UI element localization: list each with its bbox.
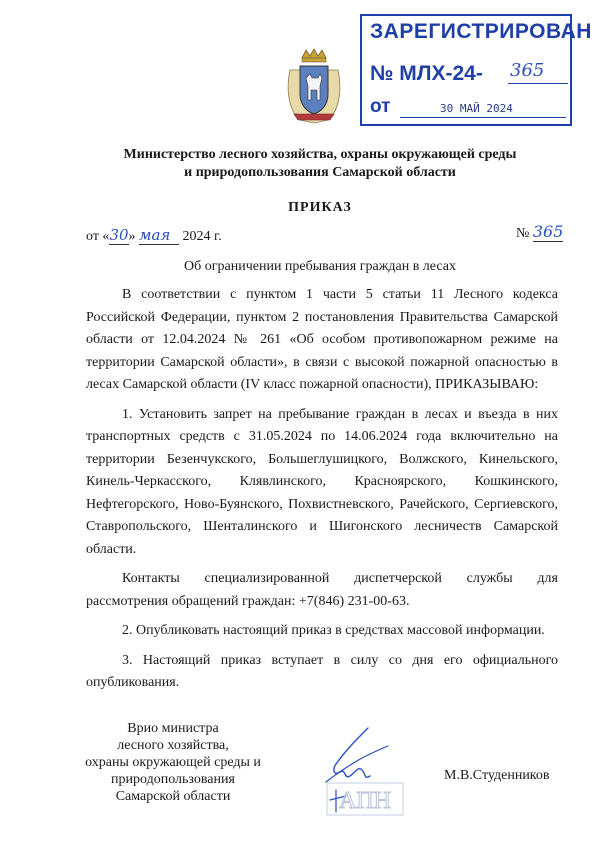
- svg-text:АПН: АПН: [339, 788, 391, 814]
- order-date: [86, 226, 222, 245]
- stamp-date-label: от: [370, 96, 391, 117]
- ministry-line-1: Министерство лесного хозяйства, охраны окружающей среды: [123, 147, 517, 162]
- order-day-suffix: »: [128, 229, 136, 244]
- order-body: [86, 284, 558, 695]
- paragraph-item-2: 2. Опубликовать настоящий приказ в средствах массовой информации.: [122, 623, 545, 638]
- order-date-prefix: от «: [86, 229, 110, 244]
- ministry-header: [60, 146, 580, 182]
- paragraph-preamble: В соответствии с пунктом 1 части 5 статьи 11 Лесного кодекса Российской Федерации, пунктом 2 постановления Правительства Самарской области от 12.04.2024 № 261 «Об особом противопожарном режиме на территории Самарской области», в связи с высокой пожарной опасностью в лесах Самарской области (IV класс пожарной опасности), ПРИКАЗЫВАЮ:: [86, 287, 558, 392]
- paragraph-item-3: 3. Настоящий приказ вступает в силу со дня его официального опубликования.: [86, 652, 558, 690]
- order-month: мая: [139, 226, 179, 245]
- position-line-5: Самарской области: [115, 789, 231, 804]
- position-line-1: Врио министра: [127, 721, 219, 736]
- order-number-label: №: [516, 226, 530, 241]
- order-number-value: 365: [532, 222, 564, 241]
- document-type: ПРИКАЗ: [288, 200, 352, 215]
- coat-of-arms-icon: [284, 48, 344, 124]
- signatory-name: М.В.Студенников: [444, 768, 550, 783]
- order-day: 30: [109, 226, 129, 244]
- position-line-3: охраны окружающей среды и: [85, 755, 261, 770]
- stamp-number-line: [508, 83, 568, 84]
- order-subject: Об ограничении пребывания граждан в лесах: [184, 259, 456, 274]
- ministry-line-2: и природопользования Самарской области: [184, 165, 456, 180]
- signatory-position: [70, 720, 276, 805]
- stamp-date-line: [400, 117, 566, 118]
- stamp-title: ЗАРЕГИСТРИРОВАН: [370, 20, 592, 43]
- position-line-4: природопользования: [111, 772, 235, 787]
- apn-stamp: [326, 782, 404, 816]
- stamp-date-value: 30 МАЙ 2024: [440, 102, 513, 115]
- paragraph-item-1: 1. Установить запрет на пребывание граждан в лесах и въезда в них транспортных средств с 31.05.2024 по 14.06.2024 года включительно на территории Безенчукского, Большеглушицкого, Волжского, Кинельского, Кинель-Черкасского, Клявлинского, Красноярского, Кошкинского, Нефтегорского, Ново-Буянского, Похвистневского, Рачейского, Сергиевского, Ставропольского, Шенталинского и Шигонского лесничеств Самарской области.: [86, 406, 558, 557]
- registration-stamp: [360, 14, 592, 126]
- stamp-number-label: № МЛХ-24-: [370, 62, 483, 85]
- stamp-number-value: 365: [510, 60, 545, 81]
- paragraph-contacts: Контакты специализированной диспетчерской службы для рассмотрения обращений граждан: +7(846) 231-00-63.: [86, 571, 558, 609]
- order-number: [516, 222, 563, 242]
- order-year: 2024 г.: [182, 229, 222, 244]
- position-line-2: лесного хозяйства,: [117, 738, 229, 753]
